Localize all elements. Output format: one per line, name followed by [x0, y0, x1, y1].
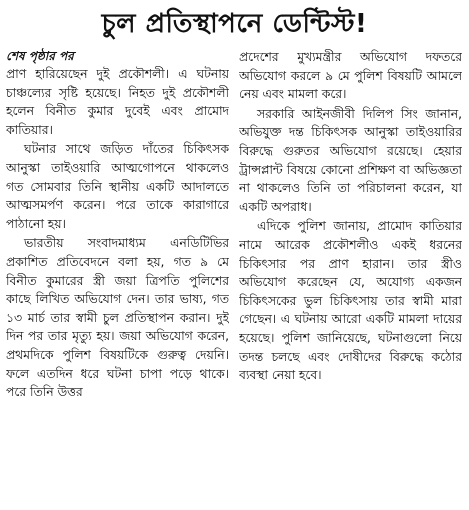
paragraph: ভারতীয় সংবাদমাধ্যম এনডিটিভির প্রকাশিত প্রতিবেদনে বলা হয়, গত ৯ মে বিনীত কুমারের স্ত্রী জয়া ত্রিপতি পুলিশের কাছে লিখিত অভিযোগ দেন। তার ভাষ্য, গত ১৩ মার্চ তার স্বামী চুল প্রতিস্থাপন করান। দুই দিন পর তার মৃত্যু হয়। জয়া অভিযোগ করেন, প্রথমদিকে পুলিশ বিষয়টিকে গুরুত্ব দেয়নি। ফলে এতদিন ধরে ঘটনা চাপা পড়ে থাকে। পরে তিনি উত্তর	[6, 236, 229, 400]
right-column	[239, 48, 462, 402]
continued-from-label: শেষ পৃষ্ঠার পর	[6, 49, 74, 63]
paragraph: ঘটনার সাথে জড়িত দাঁতের চিকিৎসক আনুস্কা তাইওয়ারি আত্মগোপনে থাকলেও গত সোমবার তিনি স্থানীয় একটি আদালতে আত্মসমর্পণ করেন। পরে তাকে কারাগারে পাঠানো হয়।	[6, 142, 229, 231]
paragraph: এদিকে পুলিশ জানায়, প্রামোদ কাতিয়ার নামে আরেক প্রকৌশলীও একই ধরনের চিকিৎসার পর প্রাণ হারান। তার স্ত্রীও অভিযোগ করেছেন যে, অযোগ্য একজন চিকিৎসকের ভুল চিকিৎসায় তার স্বামী মারা গেছেন। এ ঘটনায় আরো একটি মামলা দায়ের হয়েছে। পুলিশ জানিয়েছে, ঘটনাগুলো নিয়ে তদন্ত চলছে এবং দোষীদের বিরুদ্ধে কঠোর ব্যবস্থা নেয়া হবে।	[239, 219, 462, 383]
headline: চুল প্রতিস্থাপনে ডেন্টিস্ট!	[101, 9, 368, 39]
article-columns	[6, 48, 463, 402]
left-column	[6, 48, 229, 402]
paragraph: সরকারি আইনজীবী দিলিপ সিং জানান, অভিযুক্ত দন্ত চিকিৎসক আনুস্কা তাইওয়ারির বিরুদ্ধে গুরুতর অভিযোগ রয়েছে। হেয়ার ট্রান্সপ্লান্ট বিষয়ে কোনো প্রশিক্ষণ বা অভিজ্ঞতা না থাকলেও তিনি তা পরিচালনা করেন, যা একটি অপরাধ।	[239, 106, 462, 214]
paragraph: প্রাণ হারিয়েছেন দুই প্রকৌশলী। এ ঘটনায় চাঞ্চল্যের সৃষ্টি হয়েছে। নিহত দুই প্রকৌশলী হলেন বিনীত কুমার দুবেই এবং প্রামোদ কাতিয়ার।	[6, 67, 229, 137]
paragraph: প্রদেশের মুখ্যমন্ত্রীর অভিযোগ দফতরে অভিযোগ করলে ৯ মে পুলিশ বিষয়টি আমলে নেয় এবং মামলা করে।	[239, 50, 462, 102]
